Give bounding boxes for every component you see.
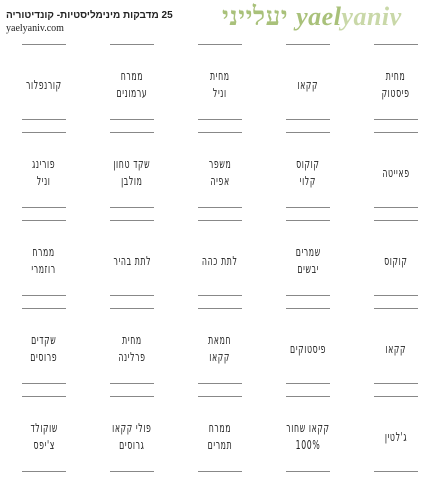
sticker-label: קקאו — [385, 340, 407, 356]
sticker-top-line — [374, 44, 418, 45]
sticker — [88, 392, 176, 480]
sticker-top-line — [286, 396, 330, 397]
sticker — [0, 40, 88, 128]
logo-hebrew-text: יעלייני — [222, 2, 289, 31]
sticker-label: ג'לטין — [384, 428, 408, 444]
sticker-bottom-line — [374, 471, 418, 472]
sticker-top-line — [110, 220, 154, 221]
sticker-top-line — [286, 44, 330, 45]
sticker — [264, 40, 352, 128]
sticker-label: ממרח רוזמרי — [31, 244, 57, 276]
sticker-top-line — [110, 396, 154, 397]
sticker — [0, 216, 88, 304]
sticker-top-line — [22, 396, 66, 397]
sticker-label: קוקוס קלוי — [296, 156, 320, 188]
sticker-bottom-line — [22, 383, 66, 384]
sticker-bottom-line — [374, 383, 418, 384]
sticker-label: חמאת קקאו — [208, 332, 232, 364]
sticker — [352, 304, 440, 392]
sticker-bottom-line — [198, 119, 242, 120]
sticker — [352, 216, 440, 304]
sticker-top-line — [286, 220, 330, 221]
sticker-bottom-line — [198, 295, 242, 296]
sticker-label: מחית פרלינה — [118, 332, 146, 364]
sticker-label: פורינג וניל — [32, 156, 56, 188]
logo-latin-first: yael — [296, 2, 342, 31]
sticker-grid — [0, 40, 441, 480]
sticker-top-line — [374, 396, 418, 397]
sticker-bottom-line — [198, 207, 242, 208]
sticker-top-line — [286, 132, 330, 133]
sticker-bottom-line — [22, 207, 66, 208]
sticker-label: ממרח תמרים — [207, 420, 233, 452]
sticker — [88, 128, 176, 216]
brand-logo[interactable] — [222, 4, 432, 32]
sticker-bottom-line — [110, 295, 154, 296]
sticker-label: לתת בהיר — [113, 252, 151, 268]
sticker-bottom-line — [286, 383, 330, 384]
sticker-bottom-line — [286, 471, 330, 472]
logo-latin-second: yaniv — [341, 2, 402, 31]
sticker-top-line — [22, 308, 66, 309]
sticker-label: קוקוס — [384, 252, 408, 268]
sticker-bottom-line — [286, 119, 330, 120]
sticker-bottom-line — [110, 471, 154, 472]
document-title: 25 מדבקות מינימליסטיות- קונדיטוריה — [6, 10, 173, 21]
sticker — [264, 392, 352, 480]
sticker-label: לתת כהה — [202, 252, 238, 268]
sticker — [88, 304, 176, 392]
sticker — [352, 392, 440, 480]
sticker-label: פאייטה — [382, 164, 410, 180]
sticker-label: קקאו שחור 100% — [286, 420, 330, 452]
sticker — [176, 304, 264, 392]
sticker — [264, 304, 352, 392]
sticker-bottom-line — [22, 119, 66, 120]
sticker-bottom-line — [374, 207, 418, 208]
sticker-top-line — [374, 220, 418, 221]
sticker-label: שקדים פרוסים — [30, 332, 58, 364]
logo-latin-text — [296, 2, 402, 32]
sticker — [88, 216, 176, 304]
sticker-bottom-line — [198, 383, 242, 384]
sticker-top-line — [22, 132, 66, 133]
sticker — [352, 128, 440, 216]
sticker-label: קקאו — [297, 76, 319, 92]
sticker-label: מחית פיסטוק — [382, 68, 410, 100]
sticker-top-line — [110, 132, 154, 133]
sticker-top-line — [198, 220, 242, 221]
website-url[interactable]: yaelyaniv.com — [6, 23, 64, 34]
sticker-bottom-line — [198, 471, 242, 472]
sticker — [0, 304, 88, 392]
sticker-bottom-line — [374, 295, 418, 296]
sticker-top-line — [22, 220, 66, 221]
sticker-bottom-line — [22, 295, 66, 296]
sticker-bottom-line — [374, 119, 418, 120]
sticker-bottom-line — [110, 207, 154, 208]
sticker-bottom-line — [110, 383, 154, 384]
sticker-label: ממרח ערמונים — [116, 68, 148, 100]
sticker — [176, 40, 264, 128]
sticker-top-line — [374, 132, 418, 133]
sticker-bottom-line — [22, 471, 66, 472]
sticker — [352, 40, 440, 128]
sticker — [88, 40, 176, 128]
header — [0, 0, 441, 40]
sticker-top-line — [110, 44, 154, 45]
sticker — [0, 392, 88, 480]
sticker-top-line — [198, 396, 242, 397]
sticker-label: שקד טחון מולבן — [113, 156, 151, 188]
sticker-top-line — [286, 308, 330, 309]
sticker-label: שוקולד צ'יפס — [30, 420, 58, 452]
sticker-label: קורנפלור — [26, 76, 62, 92]
sticker-label: שמרים יבשים — [295, 244, 321, 276]
sticker-top-line — [110, 308, 154, 309]
sticker — [264, 128, 352, 216]
sticker-bottom-line — [286, 207, 330, 208]
sticker-label: פיסטוקים — [289, 340, 327, 356]
sticker — [176, 128, 264, 216]
sticker-bottom-line — [110, 119, 154, 120]
sticker — [0, 128, 88, 216]
sticker-top-line — [198, 44, 242, 45]
sticker-top-line — [374, 308, 418, 309]
sticker-top-line — [22, 44, 66, 45]
sticker — [176, 392, 264, 480]
sticker-label: משפר אפיה — [208, 156, 232, 188]
sticker-top-line — [198, 308, 242, 309]
sticker — [264, 216, 352, 304]
sticker-label: מחית וניל — [210, 68, 230, 100]
sticker-bottom-line — [286, 295, 330, 296]
sticker-label: פולי קקאו גרוסים — [112, 420, 152, 452]
sticker-top-line — [198, 132, 242, 133]
sticker — [176, 216, 264, 304]
